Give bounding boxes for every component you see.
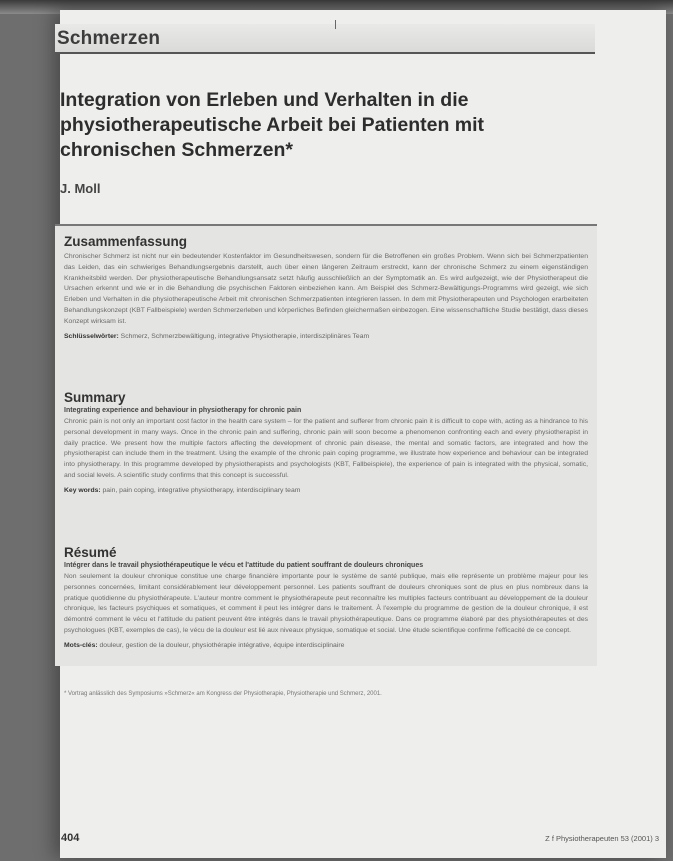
footnote: * Vortrag anlässlich des Symposiums »Schmerz« am Kongress der Physiotherapie, Physiotherapie und Schmerz, 2001. [64, 691, 382, 697]
resume-keywords [64, 642, 588, 649]
summary-subheading: Integrating experience and behaviour in physiotherapy for chronic pain [64, 407, 302, 414]
article-title: Integration von Erleben und Verhalten in die physiotherapeutische Arbeit bei Patienten mit chronischen Schmerzen* [60, 89, 485, 161]
summary-keywords-label: Key words: [64, 486, 101, 494]
section-title: Schmerzen [57, 28, 161, 49]
summary-heading: Summary [64, 390, 126, 405]
resume-keywords-label: Mots-clés: [64, 641, 98, 649]
zusammenfassung-keywords-value: Schmerz, Schmerzbewältigung, integrative Physiotherapie, interdisziplinäres Team [120, 332, 370, 340]
resume-text: Non seulement la douleur chronique constitue une charge financière importante pour le système de santé publique, mais elle représente un problème majeur pour les personnes concernées, limitant considérablement leur développement personnel. Les patients souffrant de douleurs chroniques sont de plus en plus nombreux dans la pratique quotidienne du physiothérapeute. L'auteur montre comment le physiothérapeute peut reconnaître les multiples facteurs contribuant au développement de la douleur chronique, les facteurs psychiques et somatiques, et comment il peut les intégrer dans le traitement. À l'exemple du programme de gestion de la douleur chronique, il est démontré comment le vécu et l'attitude du patient peuvent être intégrés dans le travail physiothérapeutique. Dans ce programme élaboré par des physiothérapeutes et des psychologues (KBT, exemples de cas), le vécu de la douleur est lié aux niveaux physique, somatique et social. Une étude scientifique confirme l'efficacité de ce concept. [64, 573, 588, 634]
summary-keywords [64, 487, 588, 494]
journal-citation: Z f Physiotherapeuten 53 (2001) 3 [545, 834, 659, 843]
resume-heading: Résumé [64, 545, 117, 560]
zusammenfassung-text: Chronischer Schmerz ist nicht nur ein bedeutender Kostenfaktor im Gesundheitswesen, sondern für die Betroffenen ein großes Problem. Wenn sich bei Schmerzpatienten das Leiden, das ein schwieriges Behandlungsergebnis darstellt, auch über einen längeren Zeitraum erstreckt, kann der chronische Schmerz zu einem eigenständigen Krankheitsbild werden. Der physiotherapeutische Behandlungsansatz setzt häufig ausschließlich an der Symptomatik an. Es wird aufgezeigt, wie der Physiotherapeut die Ursachen erkennt und wie er in die Behandlung die psychischen Faktoren einbeziehen kann. Am Beispiel des Schmerz-Bewältigungs-Programms wird gezeigt, wie sich Erleben und Verhalten in die physiotherapeutische Arbeit mit chronischen Schmerzpatienten integrieren lassen. In dem mit Physiotherapeuten und Psychologen erarbeiteten Behandlungskonzept (KBT Fallbeispiele) werden Schmerzerleben und körperliches Befinden gleichermaßen einbezogen. Eine wissenschaftliche Studie bestätigt, dass dieses Konzept wirksam ist. [64, 253, 588, 325]
zusammenfassung-section [64, 234, 588, 340]
zusammenfassung-keywords-label: Schlüsselwörter: [64, 332, 119, 340]
summary-text: Chronic pain is not only an important cost factor in the health care system – for the patient and sufferer from chronic pain it is difficult to cope with, acting as a hindrance to his personal development in many ways. Once in the chronic pain and suffering, chronic pain will soon become a phenomenon confronting each and every physiotherapist in daily practice. We present how the multiple factors affecting the development of chronic pain disease, the mental and somatic factors, are integrated and how the physiotherapist can include them in the treatment. Using the example of the chronic pain coping programme, we illustrate how experience and behaviour can be integrated into physiotherapy. In this programme developed by physiotherapists and psychologists (KBT, Fallbeispiele), the experience of pain is integrated with the physical, somatic, and social levels. A scientific study confirms that this concept is successful. [64, 418, 588, 479]
summary-section [64, 390, 588, 494]
zusammenfassung-heading: Zusammenfassung [64, 234, 188, 249]
resume-keywords-value: douleur, gestion de la douleur, physiothérapie intégrative, équipe interdisciplinaire [99, 641, 345, 649]
page-number: 404 [61, 832, 80, 844]
summary-keywords-value: pain, pain coping, integrative physiotherapy, interdisciplinary team [102, 486, 301, 494]
crop-mark [335, 20, 336, 29]
resume-subheading: Intégrer dans le travail physiothérapeutique le vécu et l'attitude du patient souffrant de douleurs chroniques [64, 562, 424, 569]
zusammenfassung-keywords [64, 333, 588, 340]
article-author: J. Moll [60, 181, 101, 196]
resume-section [64, 545, 588, 649]
